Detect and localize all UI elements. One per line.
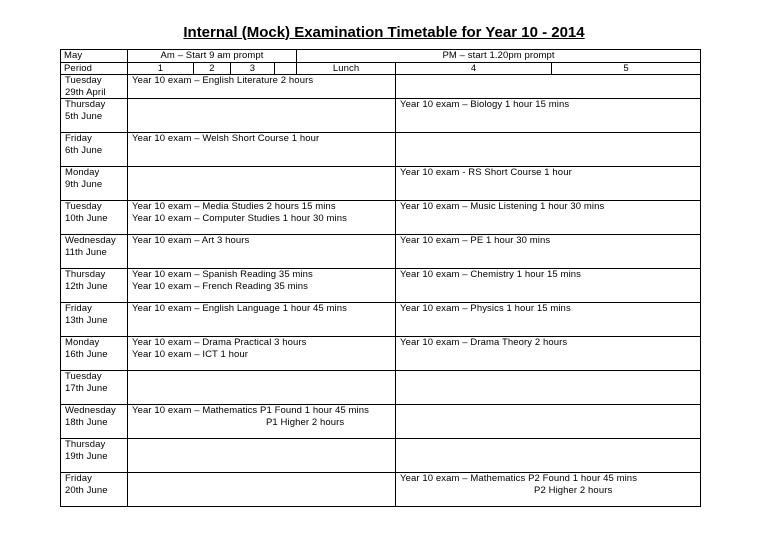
am-exam-entry: Year 10 exam – Welsh Short Course 1 hour — [132, 133, 320, 144]
pm-session-cell — [396, 99, 701, 133]
am-session-cell — [128, 439, 396, 473]
pm-session-cell — [396, 405, 701, 439]
am-session-cell — [128, 371, 396, 405]
timetable-row — [61, 133, 701, 167]
document-title: Internal (Mock) Examination Timetable for Year 10 - 2014 — [183, 24, 585, 41]
pm-exam-entry: Year 10 exam – Physics 1 hour 15 mins — [400, 303, 571, 314]
day-date: 11th June — [65, 246, 107, 258]
am-session-cell — [128, 75, 396, 99]
timetable-row — [61, 405, 701, 439]
day-name: Thursday — [65, 269, 106, 280]
period-blank-header — [275, 62, 297, 75]
lunch-header: Lunch — [297, 62, 396, 75]
timetable-row — [61, 269, 701, 303]
pm-session-cell — [396, 235, 701, 269]
day-date-cell — [61, 303, 128, 337]
pm-exam-entry: Year 10 exam – Music Listening 1 hour 30 mins — [400, 201, 605, 212]
am-exam-entry: Year 10 exam – Computer Studies 1 hour 30 mins — [132, 212, 347, 224]
timetable-row — [61, 235, 701, 269]
timetable-row — [61, 371, 701, 405]
pm-exam-entry: Year 10 exam – PE 1 hour 30 mins — [400, 235, 551, 246]
pm-exam-entry: Year 10 exam – Biology 1 hour 15 mins — [400, 99, 570, 110]
timetable-row — [61, 473, 701, 507]
am-exam-entry: Year 10 exam – English Language 1 hour 45 mins — [132, 303, 347, 314]
day-name: Tuesday — [65, 201, 102, 212]
day-name: Monday — [65, 167, 100, 178]
am-session-cell — [128, 303, 396, 337]
day-name: Wednesday — [65, 235, 116, 246]
pm-exam-entry: Year 10 exam - RS Short Course 1 hour — [400, 167, 572, 178]
pm-session-cell — [396, 371, 701, 405]
pm-exam-entry: Year 10 exam – Mathematics P2 Found 1 hour 45 mins — [400, 473, 638, 484]
period-3-header: 3 — [231, 62, 275, 75]
am-session-cell — [128, 99, 396, 133]
day-date: 16th June — [65, 348, 108, 360]
am-session-cell — [128, 201, 396, 235]
day-name: Thursday — [65, 439, 106, 450]
period-label: Period — [61, 62, 128, 75]
day-name: Friday — [65, 303, 92, 314]
pm-session-cell — [396, 303, 701, 337]
pm-session-cell — [396, 473, 701, 507]
pm-exam-entry: Year 10 exam – Chemistry 1 hour 15 mins — [400, 269, 582, 280]
header-row-periods — [61, 62, 701, 75]
day-name: Thursday — [65, 99, 106, 110]
day-date: 12th June — [65, 280, 108, 292]
pm-exam-entry: P2 Higher 2 hours — [534, 484, 613, 496]
am-exam-entry: Year 10 exam – French Reading 35 mins — [132, 280, 309, 292]
exam-timetable — [60, 49, 701, 507]
am-exam-entry: Year 10 exam – Drama Practical 3 hours — [132, 337, 307, 348]
day-date-cell — [61, 439, 128, 473]
day-date: 29th April — [65, 86, 106, 98]
am-session-cell — [128, 337, 396, 371]
am-session-cell — [128, 235, 396, 269]
period-2-header: 2 — [194, 62, 231, 75]
am-exam-entry: Year 10 exam – Mathematics P1 Found 1 hour 45 mins — [132, 405, 369, 416]
pm-session-cell — [396, 439, 701, 473]
day-date-cell — [61, 405, 128, 439]
day-date-cell — [61, 473, 128, 507]
timetable-row — [61, 167, 701, 201]
day-name: Monday — [65, 337, 100, 348]
am-session-cell — [128, 473, 396, 507]
am-session-header: Am – Start 9 am prompt — [128, 50, 297, 63]
day-date-cell — [61, 235, 128, 269]
day-date: 6th June — [65, 144, 103, 156]
day-date: 13th June — [65, 314, 108, 326]
am-session-cell — [128, 133, 396, 167]
timetable-row — [61, 303, 701, 337]
am-session-cell — [128, 167, 396, 201]
timetable-row — [61, 201, 701, 235]
day-name: Friday — [65, 133, 92, 144]
timetable-row — [61, 75, 701, 99]
day-date: 20th June — [65, 484, 108, 496]
am-exam-entry: Year 10 exam – English Literature 2 hours — [132, 75, 314, 86]
day-date-cell — [61, 167, 128, 201]
timetable-row — [61, 337, 701, 371]
am-exam-entry: P1 Higher 2 hours — [266, 416, 345, 428]
pm-session-cell — [396, 133, 701, 167]
am-exam-entry: Year 10 exam – Art 3 hours — [132, 235, 250, 246]
pm-session-cell — [396, 269, 701, 303]
day-date: 17th June — [65, 382, 108, 394]
day-date-cell — [61, 371, 128, 405]
am-exam-entry: Year 10 exam – ICT 1 hour — [132, 348, 249, 360]
day-date-cell — [61, 99, 128, 133]
pm-session-cell — [396, 201, 701, 235]
header-row-sessions — [61, 50, 701, 63]
day-name: Friday — [65, 473, 92, 484]
pm-session-cell — [396, 337, 701, 371]
period-5-header: 5 — [552, 62, 701, 75]
period-1-header: 1 — [128, 62, 194, 75]
day-name: Tuesday — [65, 75, 102, 86]
day-date-cell — [61, 337, 128, 371]
am-exam-entry: Year 10 exam – Spanish Reading 35 mins — [132, 269, 313, 280]
day-name: Tuesday — [65, 371, 102, 382]
day-date-cell — [61, 75, 128, 99]
am-session-cell — [128, 405, 396, 439]
day-date-cell — [61, 133, 128, 167]
pm-session-header: PM – start 1.20pm prompt — [297, 50, 701, 63]
day-date: 18th June — [65, 416, 108, 428]
day-date: 5th June — [65, 110, 103, 122]
day-date-cell — [61, 269, 128, 303]
pm-session-cell — [396, 167, 701, 201]
day-date-cell — [61, 201, 128, 235]
month-cell: May — [61, 50, 128, 63]
pm-exam-entry: Year 10 exam – Drama Theory 2 hours — [400, 337, 568, 348]
timetable-row — [61, 99, 701, 133]
day-name: Wednesday — [65, 405, 116, 416]
period-4-header: 4 — [396, 62, 552, 75]
pm-session-cell — [396, 75, 701, 99]
timetable-row — [61, 439, 701, 473]
am-exam-entry: Year 10 exam – Media Studies 2 hours 15 mins — [132, 201, 336, 212]
am-session-cell — [128, 269, 396, 303]
day-date: 19th June — [65, 450, 108, 462]
day-date: 10th June — [65, 212, 108, 224]
day-date: 9th June — [65, 178, 103, 190]
